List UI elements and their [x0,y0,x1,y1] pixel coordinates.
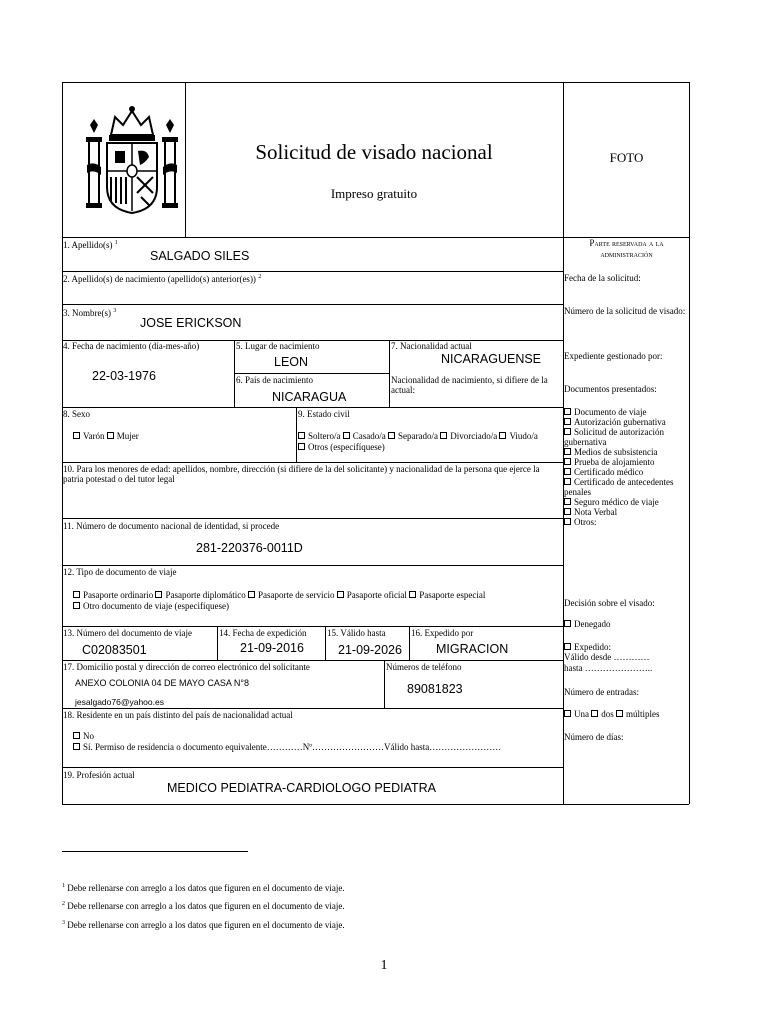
doc-item-4: Medios de subsistencia [564,447,688,457]
doc-item-9: Nota Verbal [564,507,688,517]
checkbox-doc-1[interactable] [564,408,571,415]
admin-dias: Número de días: [564,732,624,742]
civil-status-other: Otros (especifíquese) [298,442,385,452]
admin-valido-desde: Válido desde ………… [564,652,650,662]
field-8-label: 8. Sexo [63,409,90,419]
field-19-label: 19. Profesión actual [63,770,135,780]
footnote-1: $^1$ Debe rellenarse con arreglo a los datos que figuren en el documento de viaje. [62,883,345,893]
checkbox-doc-2[interactable] [564,418,571,425]
checkbox-diplomatic-passport[interactable] [155,591,162,598]
doc-item-8: Seguro médico de viaje [564,497,688,507]
issue-date-value[interactable]: 21-09-2016 [240,641,304,655]
checkbox-widowed[interactable] [499,432,506,439]
field-11-label: 11. Número de documento nacional de identidad, si procede [63,521,280,531]
spain-coat-of-arms-icon [85,105,179,217]
checkbox-dos[interactable] [591,710,598,717]
checkbox-doc-5[interactable] [564,458,571,465]
checkbox-divorced[interactable] [440,432,447,439]
valid-until-value[interactable]: 21-09-2026 [338,643,402,657]
birth-country-value[interactable]: NICARAGUA [272,390,347,404]
doc-item-2: Autorización gubernativa [564,417,688,427]
checkbox-una[interactable] [564,710,571,717]
issued-by-value[interactable]: MIGRACION [436,642,509,656]
email-value[interactable]: jesalgado76@yahoo.es [75,697,164,707]
field-17-label: 17. Domicilio postal y dirección de correo electrónico del solicitante [63,662,310,672]
field-13-label: 13. Número del documento de viaje [63,628,192,638]
footnote-3: $^3$ Debe rellenarse con arreglo a los datos que figuren en el documento de viaje. [62,920,345,930]
field-10-label: 10. Para los menores de edad: apellidos, nombre, dirección (si difiere de la del solicitante) y nacionalidad de la persona que ejerce la patria potestad o del tutor legal [63,464,540,484]
admin-fecha: Fecha de la solicitud: [564,273,641,283]
given-name-value[interactable]: JOSE ERICKSON [140,316,242,330]
field-15-label: 15. Válido hasta [327,628,386,638]
admin-documentos: Documentos presentados: [564,384,657,394]
admin-numero: Número de la solicitud de visado: [564,306,686,316]
field-6-label: 6. País de nacimiento [236,375,313,385]
option-separated: Separado/a [398,431,438,441]
footnote-separator [62,851,248,852]
admin-heading: Parte reservada a la administración [589,238,664,259]
checkbox-doc-4[interactable] [564,448,571,455]
checkbox-expedido[interactable] [564,643,571,650]
checkbox-ordinary-passport[interactable] [73,591,80,598]
checkbox-special-passport[interactable] [409,591,416,598]
option-male: Varón [83,431,105,441]
field-1-label: 1. Apellido(s) $^1$ [63,240,118,250]
option-widowed: Viudo/a [509,431,538,441]
checkbox-doc-10[interactable] [564,518,571,525]
admin-entradas-options: Una dos múltiples [564,709,660,719]
checkbox-denegado[interactable] [564,620,571,627]
travel-doc-other: Otro documento de viaje (especifíquese) [73,601,229,611]
civil-status-options [298,431,538,441]
sex-options [73,431,139,441]
nationality-value[interactable]: NICARAGUENSE [441,352,542,366]
checkbox-female[interactable] [107,432,114,439]
footnote-2: $^2$ Debe rellenarse con arreglo a los datos que figuren en el documento de viaje. [62,901,345,911]
option-married: Casado/a [352,431,386,441]
residence-no: No [73,731,94,741]
checkbox-separated[interactable] [388,432,395,439]
address-value[interactable]: ANEXO COLONIA 04 DE MAYO CASA N°8 [75,678,249,688]
field-14-label: 14. Fecha de expedición [219,628,307,638]
profession-value[interactable]: MEDICO PEDIATRA-CARDIOLOGO PEDIATRA [167,781,437,795]
checkbox-residence-yes[interactable] [73,743,80,750]
checkbox-doc-7[interactable] [564,478,571,485]
option-divorced: Divorciado/a [450,431,498,441]
admin-decision: Decisión sobre el visado: [564,598,655,608]
checkbox-service-passport[interactable] [248,591,255,598]
phone-label: Números de teléfono [386,662,462,672]
field-2-label: 2. Apellido(s) de nacimiento (apellido(s) anterior(es)) $^2$ [63,274,262,284]
birth-date-value[interactable]: 22-03-1976 [92,369,156,383]
field-5-label: 5. Lugar de nacimiento [236,341,320,351]
checkbox-doc-8[interactable] [564,498,571,505]
travel-doc-options: Pasaporte ordinario Pasaporte diplomático Pasaporte de servicio Pasaporte oficial Pasaporte especial [73,590,485,600]
checkbox-single[interactable] [298,432,305,439]
checkbox-multiples[interactable] [616,710,623,717]
doc-item-5: Prueba de alojamiento [564,457,688,467]
option-female: Mujer [116,431,139,441]
birth-nationality-label: Nacionalidad de nacimiento, si difiere de la actual: [391,375,548,395]
option-single: Soltero/a [308,431,341,441]
photo-box-label: FOTO [609,150,644,165]
checkbox-official-passport[interactable] [337,591,344,598]
admin-expedido: Expedido: [564,642,611,652]
checkbox-doc-3[interactable] [564,428,571,435]
travel-doc-number-value[interactable]: C02083501 [82,643,147,657]
checkbox-married[interactable] [343,432,350,439]
id-number-value[interactable]: 281-220376-0011D [196,541,303,555]
checkbox-residence-no[interactable] [73,732,80,739]
field-18-label: 18. Residente en un país distinto del país de nacionalidad actual [63,710,293,720]
admin-denegado: Denegado [564,619,610,629]
checkbox-doc-6[interactable] [564,468,571,475]
admin-hasta: hasta ………………….. [564,663,653,673]
surname-value[interactable]: SALGADO SILES [150,249,250,263]
page-number: 1 [380,958,388,973]
doc-item-3: Solicitud de autorización gubernativa [564,427,664,447]
doc-item-7: Certificado de antecedentes penales [564,477,674,497]
admin-doc-list [564,407,688,527]
field-7-label: 7. Nacionalidad actual [391,341,472,351]
checkbox-other-doc[interactable] [73,602,80,609]
form-subtitle: Impreso gratuito [330,186,418,201]
form-title: Solicitud de visado nacional [255,140,493,164]
checkbox-doc-9[interactable] [564,508,571,515]
admin-expediente: Expediente gestionado por: [564,351,663,361]
birth-place-value[interactable]: LEON [274,355,309,369]
doc-item-10: Otros: [564,517,688,527]
checkbox-other-civil[interactable] [298,443,305,450]
checkbox-male[interactable] [73,432,80,439]
phone-value[interactable]: 89081823 [407,682,463,696]
field-4-label: 4. Fecha de nacimiento (día-mes-año) [63,341,200,351]
doc-item-6: Certificado médico [564,467,688,477]
field-12-label: 12. Tipo de documento de viaje [63,567,177,577]
residence-yes: Sí. Permiso de residencia o documento equivalente…………Nº……………………Válido hasta…………………… [73,742,501,752]
coat-of-arms [85,105,179,217]
field-16-label: 16. Expedido por [411,628,474,638]
doc-item-1: Documento de viaje [564,407,688,417]
field-3-label: 3. Nombre(s) $^3$ [63,308,117,318]
field-9-label: 9. Estado civil [298,409,350,419]
admin-entradas: Número de entradas: [564,687,639,697]
